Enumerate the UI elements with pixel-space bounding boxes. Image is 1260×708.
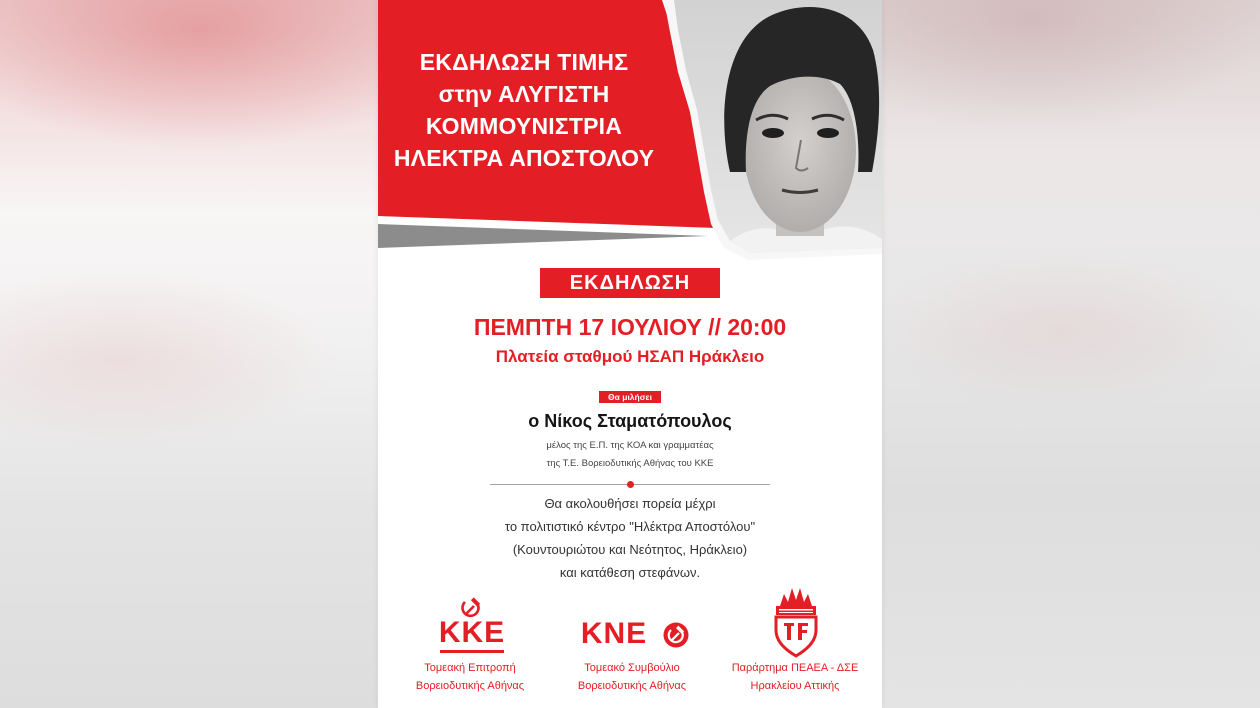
- title-line: στην ΑΛΥΓΙΣΤΗ: [438, 81, 610, 107]
- followup-line: Θα ακολουθήσει πορεία μέχρι: [544, 496, 716, 511]
- kne-logo-text: ΚΝΕ: [580, 617, 648, 650]
- blurred-background-right: [882, 0, 1260, 708]
- kke-logo-text: ΚΚΕ: [438, 616, 506, 649]
- blurred-background-left: [0, 0, 378, 708]
- organizer-caption-kke: [395, 659, 545, 695]
- caption-line: Βορειοδυτικής Αθήνας: [577, 680, 687, 692]
- title-line: ΚΟΜΜΟΥΝΙΣΤΡΙΑ: [425, 113, 623, 139]
- event-badge: ΕΚΔΗΛΩΣΗ: [540, 268, 720, 298]
- hammer-sickle-circle-icon: [663, 622, 689, 648]
- followup-line: (Κουντουριώτου και Νεότητος, Ηράκλειο): [512, 542, 748, 557]
- poster-title: [384, 46, 664, 174]
- peaea-emblem-icon: [770, 586, 822, 658]
- organizer-caption-kne: [557, 659, 707, 695]
- caption-line: Τομεακή Επιτροπή: [424, 662, 516, 674]
- gray-strip: [378, 224, 708, 248]
- followup-line: και κατάθεση στεφάνων.: [559, 565, 701, 580]
- organizer-caption-peaea: [720, 659, 870, 695]
- followup-line: το πολιτιστικό κέντρο "Ηλέκτρα Αποστόλου": [504, 519, 756, 534]
- event-location: Πλατεία σταθμού ΗΣΑΠ Ηράκλειο: [495, 347, 765, 366]
- event-poster: [378, 0, 882, 708]
- caption-line: Τομεακό Συμβούλιο: [584, 662, 680, 674]
- divider-dot: [627, 481, 634, 488]
- caption-line: Ηρακλείου Αττικής: [750, 680, 840, 692]
- speaker-name: ο Νίκος Σταματόπουλος: [528, 411, 732, 431]
- followup-text: [378, 492, 882, 584]
- caption-line: Παράρτημα ΠΕΑΕΑ - ΔΣΕ: [731, 662, 859, 674]
- speaker-badge: Θα μιλήσει: [599, 391, 661, 403]
- speaker-role-line: της Τ.Ε. Βορειοδυτικής Αθήνας του ΚΚΕ: [546, 458, 714, 469]
- kke-logo-underline: [440, 650, 504, 653]
- title-line: ΗΛΕΚΤΡΑ ΑΠΟΣΤΟΛΟΥ: [393, 145, 655, 171]
- title-line: ΕΚΔΗΛΩΣΗ ΤΙΜΗΣ: [419, 49, 629, 75]
- event-date-time: ΠΕΜΠΤΗ 17 ΙΟΥΛΙΟΥ // 20:00: [473, 314, 787, 340]
- caption-line: Βορειοδυτικής Αθήνας: [415, 680, 525, 692]
- speaker-role-line: μέλος της Ε.Π. της ΚΟΑ και γραμματέας: [546, 440, 714, 451]
